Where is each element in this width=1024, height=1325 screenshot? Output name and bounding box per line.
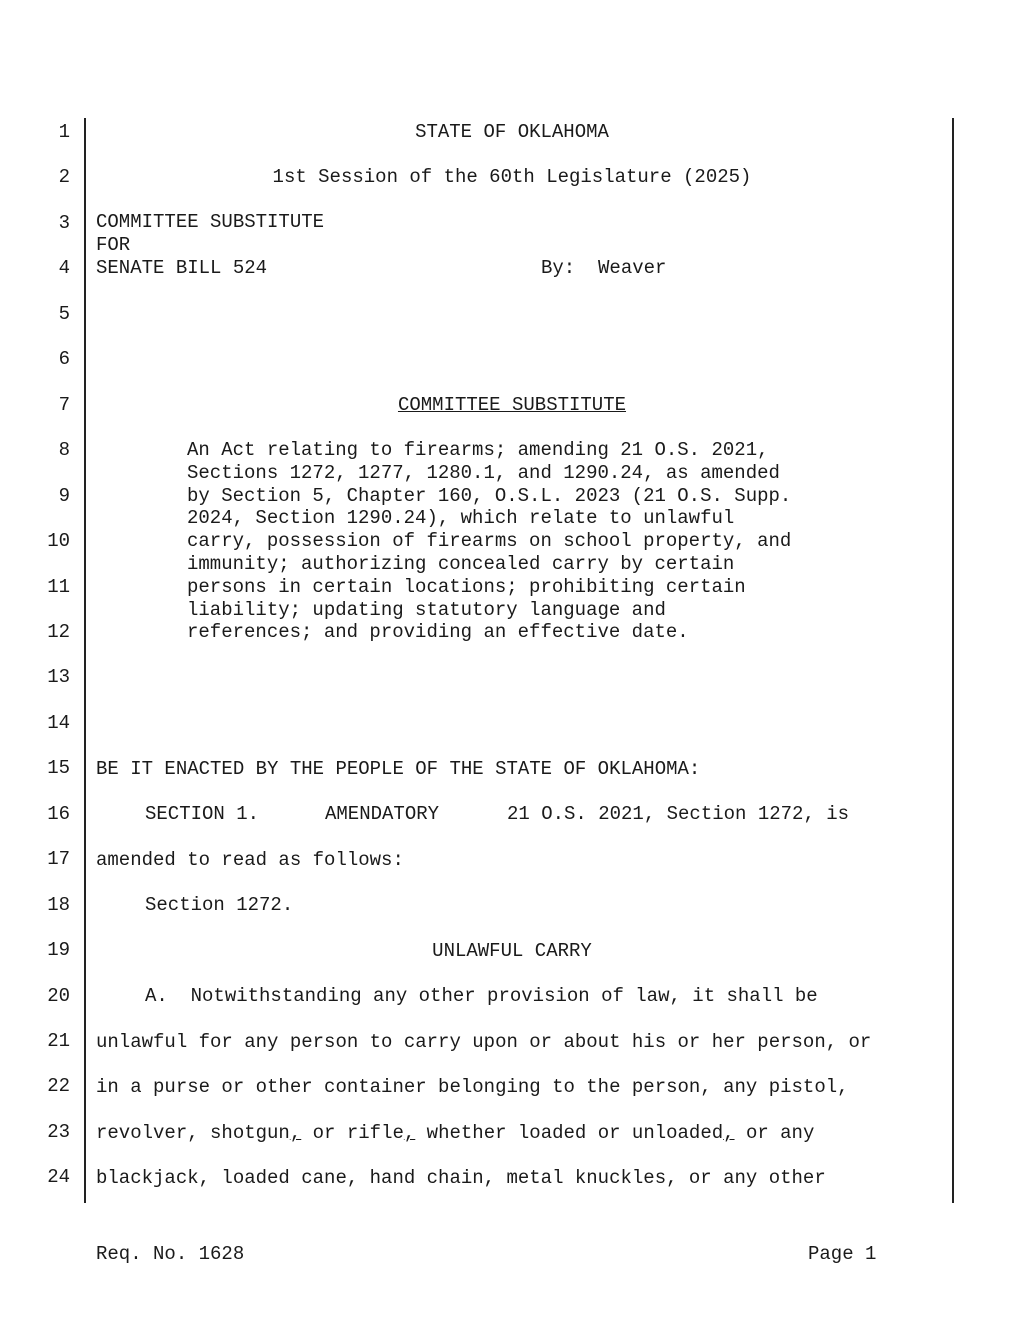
act-title-line: by Section 5, Chapter 160, O.S.L. 2023 (21 O.S. Supp.: [187, 485, 792, 507]
act-title-line: persons in certain locations; prohibiting certain: [187, 576, 746, 598]
line-number: 1: [58, 121, 70, 143]
line-number: 24: [47, 1166, 70, 1188]
body-line-20: A. Notwithstanding any other provision of law, it shall be: [145, 985, 818, 1007]
line-23-segment: or any: [734, 1122, 815, 1144]
line-number: 18: [47, 894, 70, 916]
line-number: 17: [47, 848, 70, 870]
line-number: 15: [47, 757, 70, 779]
line-number: 2: [58, 166, 70, 188]
line-number: 12: [47, 621, 70, 643]
line-number: 4: [58, 257, 70, 279]
line-23-segment: revolver, shotgun: [96, 1122, 290, 1144]
line-number: 14: [47, 712, 70, 734]
page-number: Page 1: [808, 1243, 877, 1265]
line-number: 9: [58, 485, 70, 507]
left-margin-rule: [84, 118, 86, 1203]
line-number: 6: [58, 348, 70, 370]
act-title-line: Sections 1272, 1277, 1280.1, and 1290.24, as amended: [187, 462, 780, 484]
act-title-line: references; and providing an effective date.: [187, 621, 689, 643]
line-number: 10: [47, 530, 70, 552]
act-title-line: An Act relating to firearms; amending 21 O.S. 2021,: [187, 439, 769, 461]
line-number: 7: [58, 394, 70, 416]
body-line-24: blackjack, loaded cane, hand chain, metal knuckles, or any other: [96, 1167, 826, 1189]
line-number: 13: [47, 666, 70, 688]
bill-author: By: Weaver: [541, 257, 667, 279]
line-number: 8: [58, 439, 70, 461]
body-line-22: in a purse or other container belonging to the person, any pistol,: [96, 1076, 849, 1098]
body-line-17: amended to read as follows:: [96, 849, 404, 871]
inserted-comma: ,: [403, 1122, 416, 1144]
section-label: SECTION 1.: [145, 803, 260, 825]
committee-substitute-label: COMMITTEE SUBSTITUTE: [96, 211, 325, 233]
line-number: 5: [58, 303, 70, 325]
section-citation: 21 O.S. 2021, Section 1272, is: [507, 803, 850, 825]
state-heading: STATE OF OKLAHOMA: [415, 121, 609, 143]
section-caption: UNLAWFUL CARRY: [432, 940, 592, 962]
line-number: 21: [47, 1030, 70, 1052]
session-heading: 1st Session of the 60th Legislature (2025): [272, 166, 752, 188]
body-line-23: [96, 1122, 814, 1144]
inserted-comma: ,: [289, 1122, 302, 1144]
line-number: 3: [58, 212, 70, 234]
line-23-segment: or rifle: [301, 1122, 404, 1144]
committee-substitute-title: COMMITTEE SUBSTITUTE: [397, 394, 627, 416]
inserted-comma: ,: [723, 1122, 735, 1144]
section-type: AMENDATORY: [325, 803, 440, 825]
line-number: 22: [47, 1075, 70, 1097]
body-line-21: unlawful for any person to carry upon or about his or her person, or: [96, 1031, 872, 1053]
line-number: 11: [47, 576, 70, 598]
line-number: 16: [47, 803, 70, 825]
act-title-line: immunity; authorizing concealed carry by certain: [187, 553, 735, 575]
line-number: 19: [47, 939, 70, 961]
enacting-clause: BE IT ENACTED BY THE PEOPLE OF THE STATE OF OKLAHOMA:: [96, 758, 701, 780]
request-number: Req. No. 1628: [96, 1243, 245, 1265]
for-label: FOR: [96, 234, 131, 256]
line-number: 20: [47, 985, 70, 1007]
section-number-heading: Section 1272.: [145, 894, 294, 916]
right-margin-rule: [952, 118, 954, 1203]
act-title-line: 2024, Section 1290.24), which relate to unlawful: [187, 507, 735, 529]
bill-number: SENATE BILL 524: [96, 257, 268, 279]
act-title-line: carry, possession of firearms on school property, and: [187, 530, 792, 552]
line-number: 23: [47, 1121, 70, 1143]
line-23-segment: whether loaded or unloaded: [415, 1122, 724, 1144]
act-title-line: liability; updating statutory language and: [187, 599, 666, 621]
